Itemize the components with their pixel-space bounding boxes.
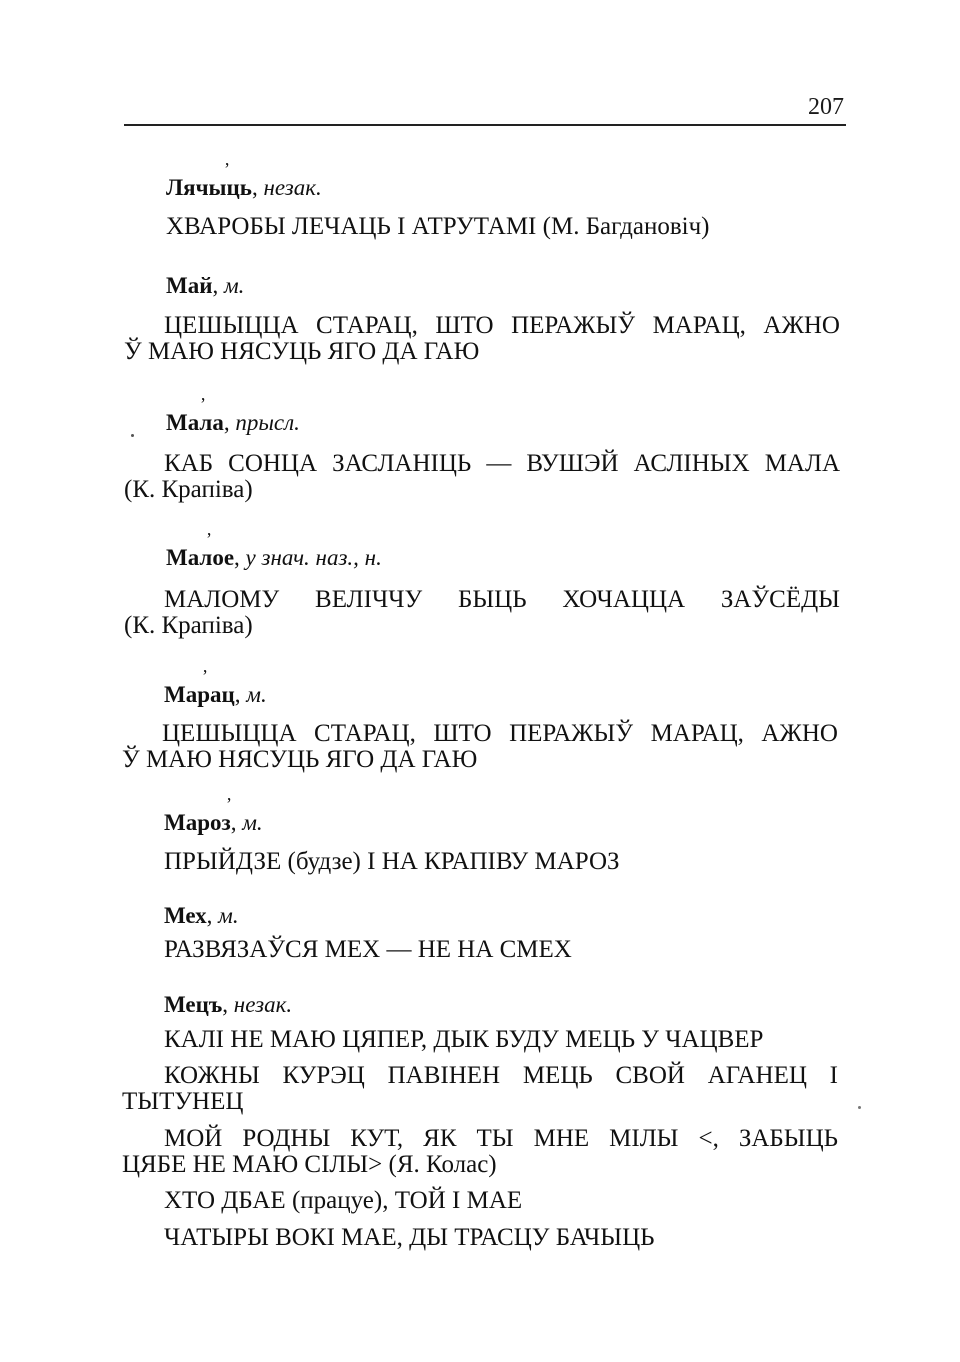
grammar-label: м. [246,682,267,707]
proverb-continuation: (К. Крапіва) [124,612,253,639]
grammar-label: м. [242,810,263,835]
proverb: МОЙ РОДНЫ КУТ, ЯК ТЫ МНЕ МІЛЫ <, ЗАБЫЦЬ [164,1125,838,1152]
entry-headword: Лячыць ʼ , незак. [166,159,322,200]
grammar-label: у знач. наз., н. [245,545,382,570]
scan-speck [131,434,134,437]
entry-headword: Мех, м. [164,903,239,928]
proverb: РАЗВЯЗАЎСЯ МЕХ — НЕ НА СМЕХ [164,936,572,963]
grammar-label: незак. [233,992,293,1017]
grammar-label: незак. [263,175,322,200]
entry-headword: Мецъ, незак. [164,992,293,1017]
proverb-continuation: Ў МАЮ НЯСУЦЬ ЯГО ДА ГАЮ [124,338,480,365]
headword-word: Малое ʼ [166,529,235,570]
proverb: КОЖНЫ КУРЭЦ ПАВІНЕН МЕЦЬ СВОЙ АГАНЕЦ І [164,1062,838,1089]
headword-word: Мецъ [164,992,223,1017]
headword-word: Май [166,273,213,298]
stress-mark-icon: ʼ [200,394,206,414]
proverb-continuation: ЦЯБЕ НЕ МАЮ СІЛЫ> (Я. Колас) [122,1151,497,1178]
proverb-continuation: ТЫТУНЕЦ [122,1088,244,1115]
proverb: КАЛІ НЕ МАЮ ЦЯПЕР, ДЫК БУДУ МЕЦЬ У ЧАЦВЕР [164,1026,764,1053]
stress-mark-icon: ʼ [226,794,232,814]
proverb: ЦЕШЫЦЦА СТАРАЦ, ШТО ПЕРАЖЫЎ МАРАЦ, АЖНО [162,720,838,747]
headword-word: Мала ʼ [166,394,224,435]
entry-headword: Мала ʼ , прысл. [166,394,300,435]
scan-speck [858,1106,861,1109]
entry-headword: Марац ʼ , м. [164,666,267,707]
proverb: КАБ СОНЦА ЗАСЛАНІЦЬ — ВУШЭЙ АСЛІНЫХ МАЛА [164,450,840,477]
headword-word: Мех [164,903,207,928]
proverb: ЦЕШЫЦЦА СТАРАЦ, ШТО ПЕРАЖЫЎ МАРАЦ, АЖНО [164,312,840,339]
stress-mark-icon: ʼ [206,529,212,549]
page-number: 207 [808,94,844,120]
proverb: МАЛОМУ ВЕЛІЧЧУ БЫЦЬ ХОЧАЦЦА ЗАЎСЁДЫ [164,586,840,613]
grammar-label: м. [218,903,239,928]
proverb-continuation: Ў МАЮ НЯСУЦЬ ЯГО ДА ГАЮ [122,746,478,773]
proverb: ХВАРОБЫ ЛЕЧАЦЬ І АТРУТАМІ (М. Багдановіч) [166,213,710,240]
headword-word: Марац ʼ [164,666,235,707]
headword-word: Мароз ʼ [164,794,232,835]
entry-headword: Малое ʼ , у знач. наз., н. [166,529,382,570]
grammar-label: м. [223,273,245,298]
proverb: ЧАТЫРЫ ВОКІ МАЕ, ДЫ ТРАСЦУ БАЧЫЦЬ [164,1224,655,1251]
proverb-continuation: (К. Крапіва) [124,476,253,503]
proverb: ХТО ДБАЕ (працуе), ТОЙ І МАЕ [164,1187,523,1214]
entry-headword: Май, м. [166,273,245,298]
header-rule [124,124,846,126]
grammar-label: прысл. [235,410,300,435]
stress-mark-icon: ʼ [224,159,230,179]
headword-word: Лячыць ʼ [166,159,252,200]
entry-headword: Мароз ʼ , м. [164,794,263,835]
proverb: ПРЫЙДЗЕ (будзе) І НА КРАПІВУ МАРОЗ [164,848,620,875]
stress-mark-icon: ʼ [202,666,208,686]
